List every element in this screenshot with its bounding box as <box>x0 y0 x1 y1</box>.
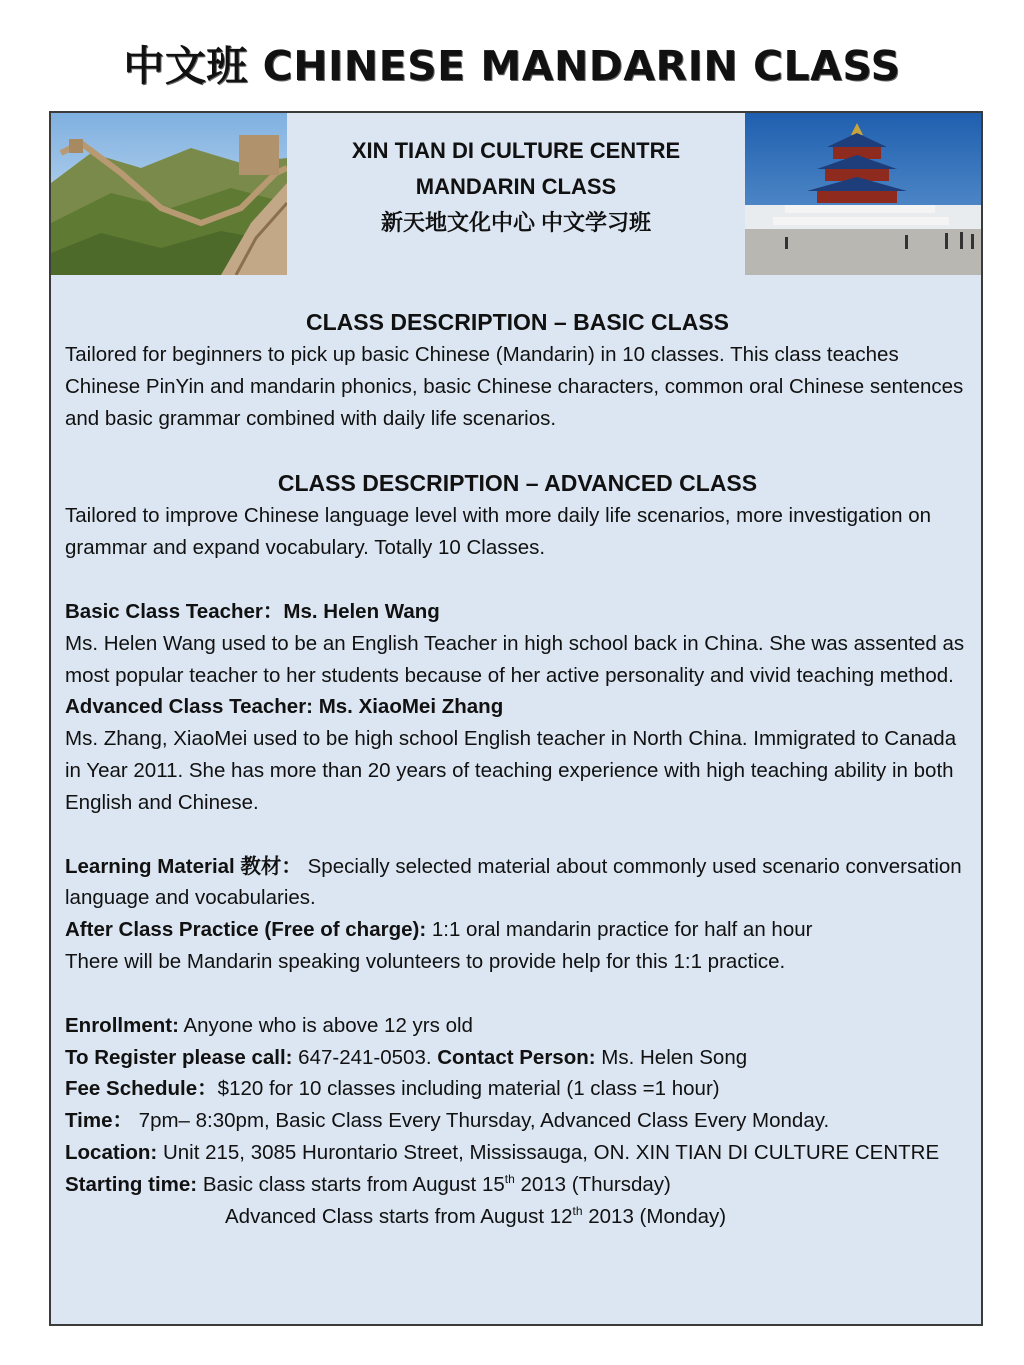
header-line-2: MANDARIN CLASS <box>415 174 617 199</box>
header-line-3: 新天地文化中心 中文学习班 <box>380 210 652 235</box>
start-basic-sup: th <box>504 1171 515 1186</box>
class-time <box>65 1105 970 1137</box>
enrollment-label: Enrollment: <box>65 1013 179 1037</box>
after-class-practice <box>65 914 970 946</box>
location-text: Unit 215, 3085 Hurontario Street, Mississauga, ON. XIN TIAN DI CULTURE CENTRE <box>157 1140 940 1164</box>
basic-teacher-label: Basic Class Teacher：Ms. Helen Wang <box>65 599 440 623</box>
advanced-class-description: Tailored to improve Chinese language level with more daily life scenarios, more investigation on grammar and expand vocabulary. Totally 10 Classes. <box>65 504 932 560</box>
register-phone: 647-241-0503. <box>292 1045 438 1069</box>
learning-material-label: Learning Material 教材： <box>65 854 302 878</box>
location-label: Location: <box>65 1140 158 1164</box>
practice-note: There will be Mandarin speaking volunteers to provide help for this 1:1 practice. <box>65 949 786 973</box>
basic-class-description: Tailored for beginners to pick up basic Chinese (Mandarin) in 10 classes. This class teaches Chinese PinYin and mandarin phonics, basic Chinese characters, common oral Chinese sentences and basic grammar combined with daily life scenarios. <box>65 343 964 430</box>
time-label: Time： <box>65 1109 133 1133</box>
time-text: 7pm– 8:30pm, Basic Class Every Thursday, Advanced Class Every Monday. <box>132 1109 830 1133</box>
start-adv-sup: th <box>572 1203 583 1218</box>
learning-material <box>65 851 970 915</box>
practice-label: After Class Practice (Free of charge): <box>65 918 427 942</box>
practice-text: 1:1 oral mandarin practice for half an hour <box>426 918 813 942</box>
contact-person: Ms. Helen Song <box>595 1045 748 1069</box>
fee-label: Fee Schedule： <box>65 1077 218 1101</box>
enrollment-text: Anyone who is above 12 yrs old <box>178 1013 473 1037</box>
learning-material-text: Specially selected material about commonly used scenario conversation language and vocabularies. <box>65 854 962 910</box>
advanced-teacher-bio: Ms. Zhang, XiaoMei used to be high school English teacher in North China. Immigrated to Canada in Year 2011. She has more than 20 years of teaching experience with high teaching ability in both English and Chinese. <box>65 727 957 814</box>
start-basic-year: 2013 (Thursday) <box>514 1172 671 1196</box>
header-title-block <box>287 113 745 275</box>
header-band <box>51 113 981 275</box>
flyer-content <box>65 305 970 1232</box>
basic-teacher-bio: Ms. Helen Wang used to be an English Teacher in high school back in China. She was assented as most popular teacher to her students because of her active personality and vivid teaching method. <box>65 631 965 687</box>
location <box>65 1137 970 1169</box>
register-label: To Register please call: <box>65 1045 293 1069</box>
advanced-class-heading: CLASS DESCRIPTION – ADVANCED CLASS <box>277 470 758 497</box>
contact-label: Contact Person: <box>437 1045 596 1069</box>
header-line-1: XIN TIAN DI CULTURE CENTRE <box>351 138 681 163</box>
start-basic-text: Basic class starts from August 15 <box>197 1172 505 1196</box>
starting-time <box>65 1169 970 1201</box>
start-label: Starting time: <box>65 1172 198 1196</box>
basic-class-heading: CLASS DESCRIPTION – BASIC CLASS <box>306 309 729 335</box>
page-title: 中文班 CHINESE MANDARIN CLASS <box>123 42 901 90</box>
start-adv-year: 2013 (Monday) <box>582 1204 727 1228</box>
enrollment <box>65 1010 970 1042</box>
fee-text: $120 for 10 classes including material (1 class =1 hour) <box>217 1077 720 1101</box>
start-adv-text: Advanced Class starts from August 12 <box>225 1204 573 1228</box>
register <box>65 1042 970 1074</box>
great-wall-photo <box>51 113 287 275</box>
advanced-teacher-label: Advanced Class Teacher: Ms. XiaoMei Zhang <box>65 695 504 719</box>
starting-time-advanced <box>65 1201 970 1233</box>
temple-of-heaven-photo <box>745 113 981 275</box>
fee-schedule <box>65 1073 970 1105</box>
flyer-frame <box>49 111 983 1326</box>
